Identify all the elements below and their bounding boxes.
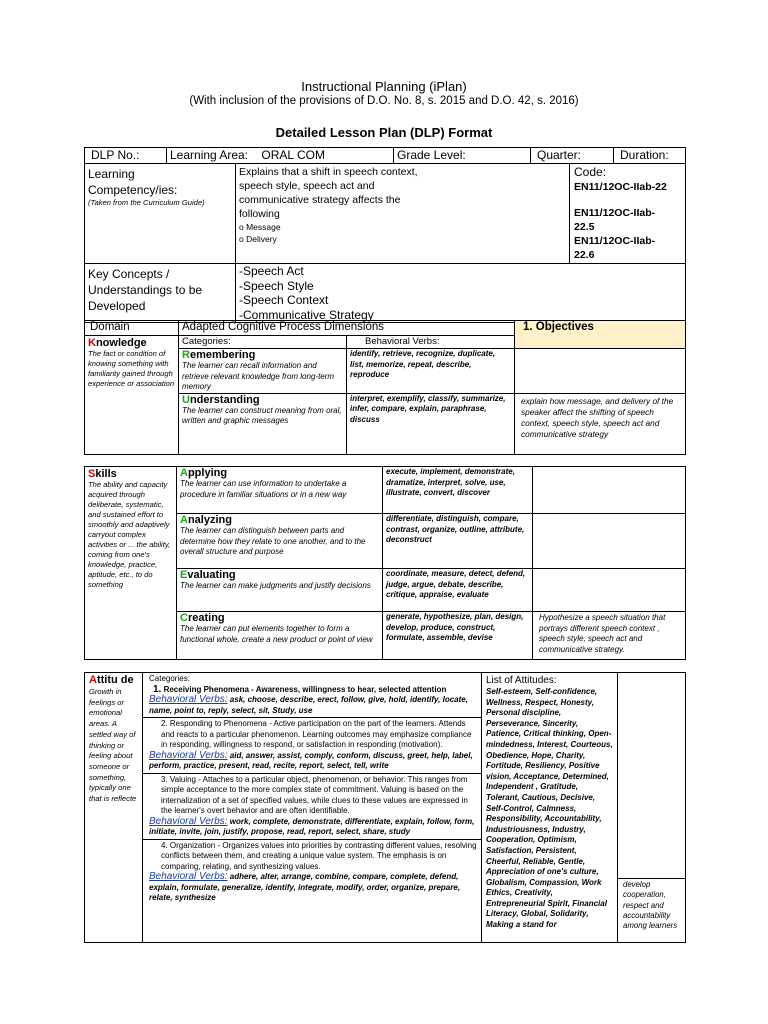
attitude-categories-cell (143, 673, 482, 943)
creating-title: Creating (180, 612, 225, 624)
page-subtitle: (With inclusion of the provisions of D.O. No. 8, s. 2015 and D.O. 42, s. 2016) (189, 95, 579, 107)
knowledge-domain-cell (85, 336, 179, 455)
remembering-desc: The learner can recall information and retrieve relevant knowledge from long-term memory (182, 361, 335, 391)
learning-area-label: Learning Area: (170, 148, 249, 162)
page-title: Instructional Planning (iPlan) (301, 79, 467, 94)
learning-area-cell (167, 148, 394, 164)
adapted-header: Adapted Cognitive Process Dimensions (179, 321, 515, 336)
grade-level-label: Grade Level: (394, 148, 531, 164)
key-concept-item: -Communicative Strategy (239, 307, 374, 322)
competency-bullet-message: o Message (239, 222, 281, 232)
competency-note: (Taken from the Curriculum Guide) (88, 198, 205, 207)
knowledge-desc: The fact or condition of knowing something with familiarity gained through experience or association (88, 349, 175, 388)
attitude-item-organization: 4. Organization - Organizes values into priorities by contrasting different values, resolving conflicts between them, and creating a unique value system. The emphasis is on comparing, relating, and synthesizing values. Behavioral Verbs: adhere, alter, arrange, combine, compare, complete, defend, explain, formulate, generalize, identify, integrate, modify, order, organize, prepare, relate, synthesize (149, 840, 477, 902)
understanding-desc: The learner can construct meaning from oral, written and graphic messages (182, 405, 342, 425)
understanding-cell (179, 393, 347, 454)
attitude-desc: Growth in feelings or emotional areas. A settled way of thinking or feeling about someone or something, typically one that is reflecte (89, 687, 137, 804)
knowledge-title: Knowledge (88, 337, 147, 349)
domain-header: Domain (85, 321, 179, 336)
competency-bullet-delivery: o Delivery (239, 234, 277, 244)
evaluating-verbs: coordinate, measure, detect, defend, judge, argue, debate, describe, critique, appraise, evaluate (383, 569, 533, 612)
skills-domain-cell (85, 467, 177, 660)
evaluating-objective (533, 569, 686, 612)
key-concept-item: -Speech Style (239, 278, 314, 293)
skills-table (84, 466, 686, 660)
attitude-item-valuing: 3. Valuing - Attaches to a particular object, phenomenon, or behavior. This ranges from simple acceptance to the more complex state of commitment. Valuing is based on the internalization of a set of specified values, while clues to these values are expressed in the learner's overt behavior and are often identifiable. Behavioral Verbs: work, complete, demonstrate, differentiate, explain, follow, form, initiate, invite, join, justify, propose, read, report, select, share, study (143, 774, 481, 840)
attitude-table (84, 672, 686, 943)
creating-verbs: generate, hypothesize, plan, design, develop, produce, construct, formulate, assemble, devise (383, 612, 533, 660)
evaluating-cell (177, 569, 383, 612)
dlp-title: Detailed Lesson Plan (DLP) Format (275, 125, 493, 140)
code-3: EN11/12OC-IIab-22.6 (574, 235, 656, 261)
remembering-title: Remembering (182, 349, 256, 361)
code-2: EN11/12OC-IIab-22.5 (574, 207, 656, 233)
applying-verbs: execute, implement, demonstrate, dramatize, interpret, solve, use, illustrate, convert, discover (383, 467, 533, 514)
competency-table (84, 163, 686, 323)
key-concepts-label-cell (85, 264, 236, 323)
analyzing-verbs: differentiate, distinguish, compare, contrast, organize, outline, attribute, deconstruct (383, 514, 533, 569)
creating-cell (177, 612, 383, 660)
creating-objective: Hypothesize a speech situation that portrays different speech context , speech style, speech act and communicative strategy. (533, 612, 686, 660)
analyzing-desc: The learner can distinguish between parts and determine how they relate to one another, and to the overall structure and purpose (180, 526, 366, 556)
competency-text: Explains that a shift in speech context, speech style, speech act and communicative strategy affects the following (239, 166, 418, 220)
learning-area-value: ORAL COM (261, 148, 325, 162)
understanding-verbs: interpret, exemplify, classify, summarize, infer, compare, explain, paraphrase, discuss (347, 393, 515, 454)
understanding-objective: explain how message, and delivery of the speaker affect the shifting of speech context, speech style, speech act and communicative strategy (515, 393, 686, 454)
competency-label-cell (85, 164, 236, 264)
code-label: Code: (574, 165, 607, 179)
key-concepts-list (236, 264, 686, 323)
remembering-cell (179, 349, 347, 394)
remembering-objective (515, 349, 686, 394)
quarter-label: Quarter: (531, 148, 614, 164)
verbs-header: Behavioral Verbs: (347, 336, 515, 349)
remembering-verbs: identify, retrieve, recognize, duplicate, list, memorize, repeat, describe, reproduce (347, 349, 515, 394)
attitude-item-responding: 2. Responding to Phenomena - Active participation on the part of the learners. Attends and reacts to a particular phenomenon. Learning outcomes may emphasize compliance in responding, willingness to respond, or satisfaction in responding (motivation). Behavioral Verbs: aid, answer, assist, comply, conform, discuss, greet, help, label, perform, practice, present, read, recite, report, select, tell, write (143, 718, 481, 774)
attitude-objective-cell (618, 673, 686, 943)
applying-objective (533, 467, 686, 514)
attitude-list-cell (482, 673, 618, 943)
analyzing-objective (533, 514, 686, 569)
categories-header: Categories: (179, 336, 347, 349)
code-cell (570, 164, 686, 264)
attitude-title: Attitu de (89, 674, 134, 686)
applying-title: Applying (180, 467, 228, 479)
key-concept-item: -Speech Act (239, 264, 304, 278)
understanding-title: Understanding (182, 393, 260, 406)
attitude-item-receiving: 1. Receiving Phenomena - Awareness, willingness to hear, selected attention Behavioral Verbs: ask, choose, describe, erect, follow, give, hold, identify, locate, name, point to, reply, select, sit, Study, use (143, 685, 481, 719)
knowledge-table (84, 320, 686, 455)
applying-desc: The learner can use information to undertake a procedure in familiar situations or in a new way (180, 479, 347, 499)
header-row-table (84, 147, 686, 164)
creating-desc: The learner can put elements together to form a functional whole, create a new product or point of view (180, 624, 373, 644)
key-concept-item: -Speech Context (239, 293, 329, 307)
attitude-list: Self-esteem, Self-confidence, Wellness, Respect, Honesty, Personal discipline, Perseverance, Sincerity, Patience, Critical thinking, Open-mindedness, Interest, Courteous, Obedience, Hope, Charity, Fortitude, Resiliency, Positive vision, Acceptance, Determined, Independent , Gratitude, Tolerant, Cautious, Decisive, Self-Control, Calmness, Responsibility, Accountability, Industriousness, Industry, Cooperation, Optimism, Satisfaction, Persistent, Cheerful, Reliable, Gentle, Appreciation of one's culture, Globalism, Compassion, Work Ethics, Creativity, Entrepreneurial Spirit, Financial Literacy, Global, Solidarity, Making a stand for (486, 687, 613, 930)
competency-text-cell (236, 164, 570, 264)
attitude-categories-label: Categories: (149, 674, 190, 683)
dlp-no-label: DLP No.: (85, 148, 167, 164)
evaluating-desc: The learner can make judgments and justify decisions (180, 581, 371, 590)
skills-desc: The ability and capacity acquired through deliberate, systematic, and sustained effort to smoothly and adaptively carryout complex activities or ... the ability, coming from one's knowledge, practice, aptitude, etc., to do something (88, 480, 171, 589)
key-concepts-label: Key Concepts / Understandings to be Developed (88, 267, 203, 313)
evaluating-title: Evaluating (180, 569, 236, 581)
attitude-objective-blank (618, 673, 685, 879)
attitude-list-title: List of Attitudes: (486, 675, 557, 686)
applying-cell (177, 467, 383, 514)
competency-label: Learning Competency/ies: (88, 167, 178, 197)
code-1: EN11/12OC-IIab-22 (574, 181, 667, 193)
analyzing-cell (177, 514, 383, 569)
analyzing-title: Analyzing (180, 514, 232, 526)
attitude-objective: develop cooperation, respect and accountability among learners (623, 880, 678, 931)
skills-title: Skills (88, 468, 117, 480)
duration-label: Duration: (614, 148, 686, 164)
attitude-domain-cell (85, 673, 143, 943)
objectives-header: 1. Objectives (515, 321, 686, 349)
